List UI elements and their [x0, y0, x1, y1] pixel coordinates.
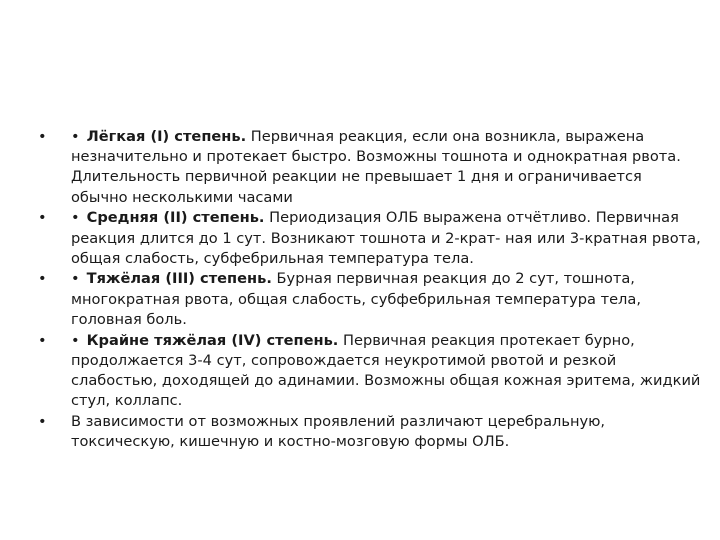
- inner-bullet-marker: •: [71, 209, 80, 227]
- list-item-forms: [38, 412, 702, 452]
- forms-description: В зависимости от возможных проявлений различают церебральную, токсическую, кишечную и костно-мозговую формы ОЛБ.: [71, 412, 606, 451]
- grade-description: Первичная реакция протекает бурно, продолжается 3-4 сут, сопровождается неукротимой рвотой и резкой слабостью, доходящей до адинамии. Возможны общая кожная эритема, жидкий стул, коллапс.: [71, 331, 701, 410]
- bullet-marker: •: [38, 331, 47, 349]
- grade-description: Первичная реакция, если она возникла, выражена незначительно и протекает быстро. Возможны тошнота и однократная рвота. Длительность первичной реакции не превышает 1 дня и ограничивается обычно несколькими часами: [71, 128, 681, 206]
- grade-term: Крайне тяжёлая (IV) степень.: [86, 331, 339, 349]
- grade-term: Средняя (II) степень.: [86, 209, 265, 227]
- list-item-grade-4: [38, 331, 702, 412]
- inner-bullet-marker: •: [71, 128, 80, 145]
- bullet-marker: •: [38, 128, 47, 145]
- grade-description: Бурная первичная реакция до 2 сут, тошнота, многократная рвота, общая слабость, субфебрильная температура тела, головная боль.: [71, 270, 641, 328]
- bullet-marker: •: [38, 209, 47, 227]
- grade-term: Лёгкая (I) степень.: [86, 128, 247, 145]
- bullet-marker: •: [38, 412, 47, 430]
- list-item-grade-3: [38, 269, 702, 330]
- inner-bullet-marker: •: [71, 270, 80, 288]
- list-item-grade-2: [38, 208, 702, 269]
- inner-bullet-marker: •: [71, 331, 80, 349]
- bullet-list: [38, 127, 702, 453]
- bullet-marker: •: [38, 270, 47, 288]
- grade-description: Периодизация ОЛБ выражена отчётливо. Первичная реакция длится до 1 сут. Возникают тошнота и 2-крат- ная или 3-кратная рвота, общая слабость, субфебрильная температура тела.: [71, 209, 701, 267]
- list-item-grade-1: [38, 127, 702, 208]
- grade-term: Тяжёлая (III) степень.: [86, 270, 272, 288]
